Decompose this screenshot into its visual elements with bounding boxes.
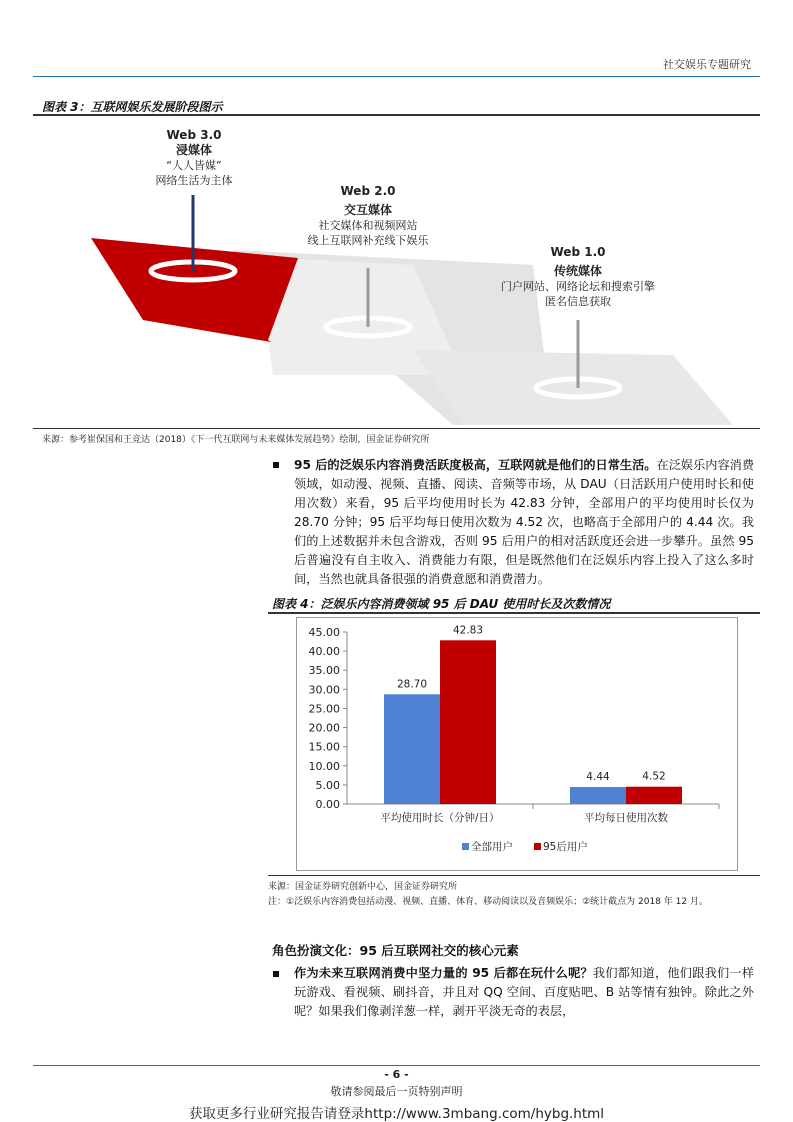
stage-version: Web 3.0 (166, 128, 222, 142)
figure4-source: 来源：国金证券研究创新中心，国金证券研究所 (268, 882, 458, 892)
bar-all-users (570, 787, 626, 804)
step-web1-floor (413, 350, 733, 425)
y-tick-label: 10.00 (308, 759, 340, 773)
legend-swatch (462, 843, 469, 850)
stage-name: 浸媒体 (175, 143, 212, 157)
bullet-icon (273, 462, 279, 468)
figure4-note: 注：①泛娱乐内容消费包括动漫、视频、直播、体育、移动阅读以及音频娱乐；②统计截点为 2018 年 12 月。 (268, 897, 708, 907)
y-tick-label: 20.00 (308, 721, 340, 735)
stage-desc: 门户网站、网络论坛和搜索引擎 (501, 280, 655, 293)
y-tick-label: 5.00 (315, 778, 340, 792)
bar-95-users (626, 787, 682, 804)
figure4-top-rule (268, 612, 760, 614)
stage-version: Web 1.0 (550, 245, 606, 259)
figure3-top-rule (33, 114, 760, 116)
y-tick-label: 30.00 (308, 683, 340, 697)
stage-desc: 社交媒体和视频网站 (318, 219, 418, 232)
y-tick-label: 15.00 (308, 740, 340, 754)
figure4-title: 图表 4：泛娱乐内容消费领域 95 后 DAU 使用时长及次数情况 (272, 597, 611, 611)
bar-all-users (384, 694, 440, 804)
dau-chart (297, 618, 737, 870)
report-link[interactable]: 获取更多行业研究报告请登录http://www.3mbang.com/hybg.html (188, 1106, 605, 1122)
stage-name: 交互媒体 (343, 203, 392, 217)
y-tick-label: 0.00 (315, 798, 340, 811)
paragraph-roleplay (294, 964, 754, 1021)
x-tick-label: 平均每日使用次数 (584, 812, 668, 824)
figure4-bottom-rule (268, 875, 760, 876)
paragraph-lead: 作为未来互联网消费中坚力量的 95 后都在玩什么呢？ (294, 966, 593, 980)
data-label: 4.44 (586, 771, 610, 784)
header-rule (33, 76, 760, 77)
stage-desc: 网络生活为主体 (155, 174, 233, 187)
stage-name: 传统媒体 (553, 264, 602, 278)
page-number: - 6 - (384, 1068, 409, 1081)
stage-desc: “人人皆媒” (166, 159, 222, 172)
y-tick-label: 40.00 (308, 645, 340, 659)
report-title: 社交娱乐专题研究 (663, 58, 751, 71)
paragraph-dau (294, 456, 754, 589)
bar-95-users (440, 640, 496, 804)
stage-version: Web 2.0 (340, 184, 396, 198)
stage-web3 (124, 128, 264, 188)
disclaimer-note: 敬请参阅最后一页特别声明 (330, 1085, 463, 1098)
paragraph-body: 在泛娱乐内容消费领域，如动漫、视频、直播、阅读、音频等市场，从 DAU（日活跃用户使用时长和使用次数）来看，95 后平均使用时长为 42.83 分钟，全部用户的平均使用时长仅为 28.70 分钟；95 后平均每日使用次数为 4.52 次，也略高于全部用户的 4.44 次。我们的上述数据并未包含游戏，否则 95 后用户的相对活跃度还会进一步攀升。虽然 95 后普遍没有自主收入、消费能力有限，但是既然他们在泛娱乐内容上投入了这么多时间，当然也就具备很强的消费意愿和消费潜力。 (294, 458, 755, 586)
data-label: 4.52 (642, 770, 666, 783)
data-label: 28.70 (396, 678, 428, 691)
section-heading: 角色扮演文化：95 后互联网社交的核心元素 (272, 943, 519, 958)
stage-desc: 线上互联网补充线下娱乐 (307, 234, 429, 247)
y-tick-label: 25.00 (308, 702, 340, 716)
stage-web2 (293, 184, 443, 248)
y-tick-label: 35.00 (308, 664, 340, 678)
y-tick-label: 45.00 (308, 626, 340, 639)
dau-chart-frame (296, 617, 738, 871)
footer-rule (33, 1065, 760, 1066)
figure3-title: 图表 3：互联网娱乐发展阶段图示 (42, 100, 223, 114)
x-tick-label: 平均使用时长（分钟/日） (380, 812, 500, 824)
legend-label: 全部用户 (471, 841, 513, 853)
stage-desc: 匿名信息获取 (545, 295, 611, 308)
legend-label: 95后用户 (543, 841, 588, 853)
data-label: 42.83 (452, 624, 484, 637)
figure3-bottom-rule (33, 428, 760, 429)
bullet-icon (273, 971, 279, 977)
paragraph-lead: 95 后的泛娱乐内容消费活跃度极高，互联网就是他们的日常生活。 (294, 458, 657, 472)
paragraph-body: 我们都知道，他们跟我们一样玩游戏、看视频、刷抖音，并且对 QQ 空间、百度贴吧、B 站等情有独钟。除此之外呢？如果我们像剥洋葱一样，剥开平淡无奇的表层， (294, 966, 755, 1018)
stage-web1 (493, 245, 663, 309)
legend-swatch (534, 843, 541, 850)
figure3-source: 来源：参考崔保国和王竞达（2018）《下一代互联网与未来媒体发展趋势》绘制，国金证券研究所 (42, 435, 430, 445)
